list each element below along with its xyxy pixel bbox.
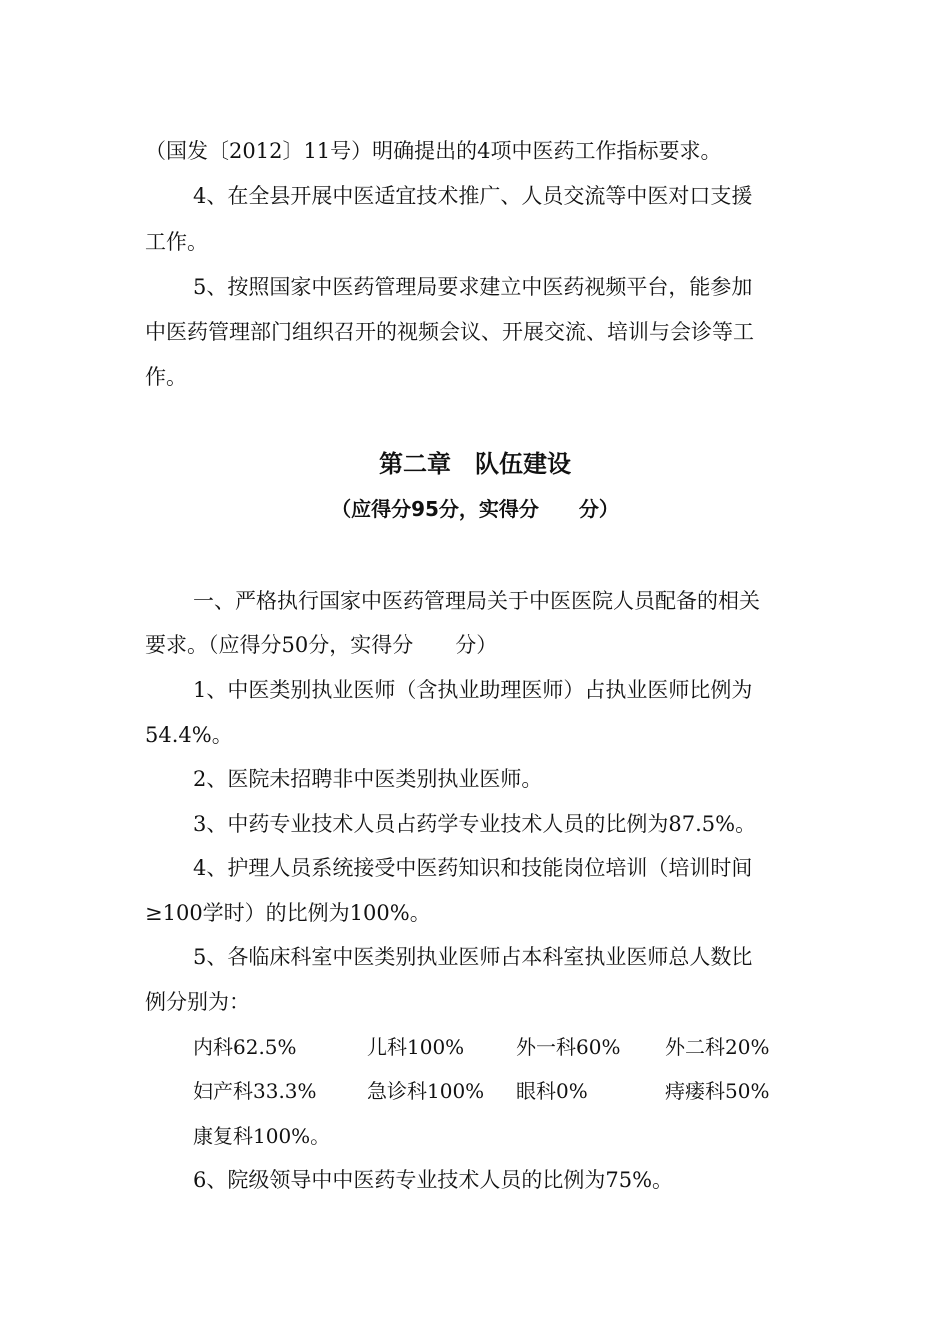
chapter-score: （应得分95分，实得分 分） — [331, 497, 619, 521]
list-item: 3、中药专业技术人员占药学专业技术人员的比例为87.5%。 — [193, 812, 757, 836]
department-ratio: 妇产科33.3% — [193, 1079, 317, 1103]
department-ratio: 眼科0% — [516, 1079, 588, 1103]
chapter-title: 第二章 队伍建设 — [379, 450, 571, 478]
paragraph-line: 要求。（应得分50分，实得分 分） — [145, 633, 498, 657]
list-item: 5、各临床科室中医类别执业医师占本科室执业医师总人数比 — [193, 945, 753, 969]
department-ratio: 痔瘘科50% — [665, 1079, 770, 1103]
list-item: 4、护理人员系统接受中医药知识和技能岗位培训（培训时间 — [193, 856, 753, 880]
department-ratio: 内科62.5% — [193, 1035, 297, 1059]
department-ratio: 急诊科100% — [367, 1079, 485, 1103]
department-ratio: 儿科100% — [367, 1035, 465, 1059]
paragraph-line: 作。 — [145, 365, 187, 389]
list-item-continuation: ≥100学时）的比例为100%。 — [145, 901, 431, 925]
paragraph-line: 工作。 — [145, 230, 208, 254]
paragraph-line: 5、按照国家中医药管理局要求建立中医药视频平台，能参加 — [193, 275, 753, 299]
list-item: 1、中医类别执业医师（含执业助理医师）占执业医师比例为 — [193, 678, 753, 702]
paragraph-line: （国发〔2012〕11号）明确提出的4项中医药工作指标要求。 — [145, 139, 722, 163]
list-item: 2、医院未招聘非中医类别执业医师。 — [193, 767, 543, 791]
list-item: 6、院级领导中中医药专业技术人员的比例为75%。 — [193, 1168, 674, 1192]
department-ratio: 康复科100%。 — [193, 1124, 331, 1148]
paragraph-line: 一、严格执行国家中医药管理局关于中医医院人员配备的相关 — [193, 589, 760, 613]
list-item-continuation: 例分别为： — [145, 990, 250, 1014]
paragraph-line: 4、在全县开展中医适宜技术推广、人员交流等中医对口支援 — [193, 184, 753, 208]
paragraph-line: 中医药管理部门组织召开的视频会议、开展交流、培训与会诊等工 — [145, 320, 754, 344]
department-ratio: 外二科20% — [665, 1035, 770, 1059]
department-ratio: 外一科60% — [516, 1035, 621, 1059]
list-item-continuation: 54.4%。 — [145, 723, 233, 747]
